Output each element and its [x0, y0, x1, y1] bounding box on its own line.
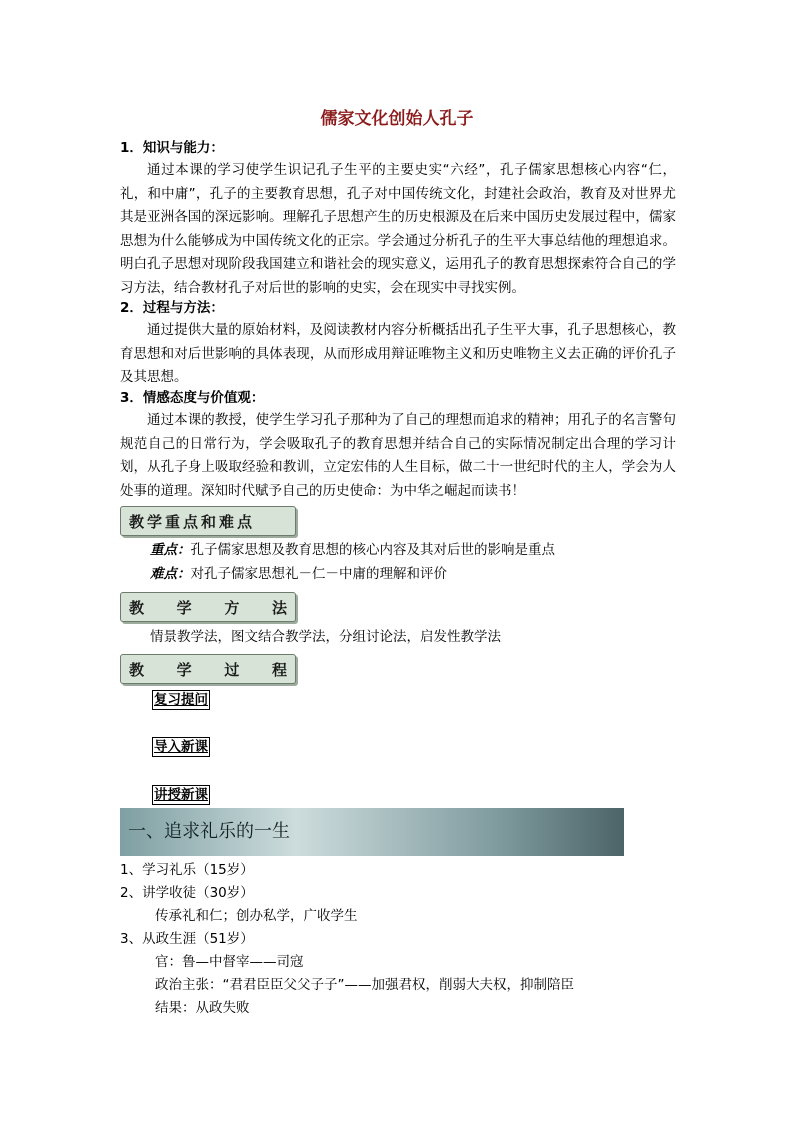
methods-text: 情景教学法，图文结合教学法，分组讨论法，启发性教学法: [150, 629, 501, 645]
emotion-text: 通过本课的教授，使学生学习孔子那种为了自己的理想而追求的精神；用孔子的名言警句规范自己的日常行为，学会吸取孔子的教育思想并结合自己的实际情况制定出合理的学习计划，从孔子身上吸取经验和教训，立定宏伟的人生目标，做二十一世纪时代的主人，学会为人处事的道理。深知时代赋予自己的历史使命：为中华之崛起而读书！: [120, 412, 676, 499]
process-banner-char: 程: [271, 661, 287, 679]
list-item: 3、从政生涯（51岁）: [120, 931, 254, 947]
list-item: 政治主张：“君君臣臣父父子子”——加强君权，削弱大夫权，抑制陪臣: [155, 977, 574, 993]
knowledge-paragraph: [120, 159, 676, 301]
list-item: 官：鲁—中督宰——司寇: [155, 954, 304, 970]
list-item: 传承礼和仁；创办私学，广收学生: [155, 908, 358, 924]
methods-banner-char: 教: [129, 599, 145, 617]
key-points-banner: [120, 506, 296, 536]
methods-banner-char: 方: [224, 599, 240, 617]
page-title: 儒家文化创始人孔子: [320, 109, 474, 129]
step-teach[interactable]: 讲授新课: [154, 787, 208, 803]
focus-label: 重点：: [150, 542, 191, 558]
step-introduce[interactable]: 导入新课: [154, 739, 208, 755]
process-heading: 2．过程与方法：: [120, 300, 224, 316]
methods-banner: [120, 592, 296, 622]
process-paragraph: [120, 319, 676, 390]
process-banner-char: 过: [224, 661, 240, 679]
section-one-banner: [120, 808, 624, 856]
knowledge-text: 通过本课的学习使学生识记孔子生平的主要史实“六经”，孔子儒家思想核心内容“仁，礼，和中庸”，孔子的主要教育思想，孔子对中国传统文化，封建社会政治，教育及对世界尤其是亚洲各国的深远影响。理解孔子思想产生的历史根源及在后来中国历史发展过程中，儒家思想为什么能够成为中国传统文化的正宗。学会通过分析孔子的生平大事总结他的理想追求。明白孔子思想对现阶段我国建立和谐社会的现实意义，运用孔子的教育思想探索符合自己的学习方法，结合教材孔子对后世的影响的史实，会在现实中寻找实例。: [120, 162, 676, 296]
list-item: 2、讲学收徒（30岁）: [120, 885, 254, 901]
knowledge-heading: 1．知识与能力：: [120, 140, 224, 156]
process-banner-char: 学: [176, 661, 192, 679]
emotion-paragraph: [120, 409, 676, 503]
list-item: 1、学习礼乐（15岁）: [120, 862, 254, 878]
process-banner: [120, 654, 296, 684]
methods-banner-char: 学: [176, 599, 192, 617]
key-points-banner-text: 教学重点和难点: [129, 513, 256, 531]
difficulty-line: [150, 562, 447, 586]
section-one-title: 一、追求礼乐的一生: [128, 821, 290, 842]
emotion-heading: 3．情感态度与价值观：: [120, 390, 265, 406]
difficulty-label: 难点：: [150, 566, 191, 582]
difficulty-text: 对孔子儒家思想礼－仁－中庸的理解和评价: [190, 566, 447, 582]
list-item: 结果：从政失败: [155, 1000, 250, 1016]
process-text: 通过提供大量的原始材料，及阅读教材内容分析概括出孔子生平大事，孔子思想核心，教育思想和对后世影响的具体表现，从而形成用辩证唯物主义和历史唯物主义去正确的评价孔子及其思想。: [120, 322, 676, 386]
focus-line: [150, 538, 555, 562]
methods-banner-char: 法: [271, 599, 287, 617]
process-banner-char: 教: [129, 661, 145, 679]
focus-text: 孔子儒家思想及教育思想的核心内容及其对后世的影响是重点: [190, 542, 555, 558]
step-review[interactable]: 复习提问: [154, 692, 208, 708]
